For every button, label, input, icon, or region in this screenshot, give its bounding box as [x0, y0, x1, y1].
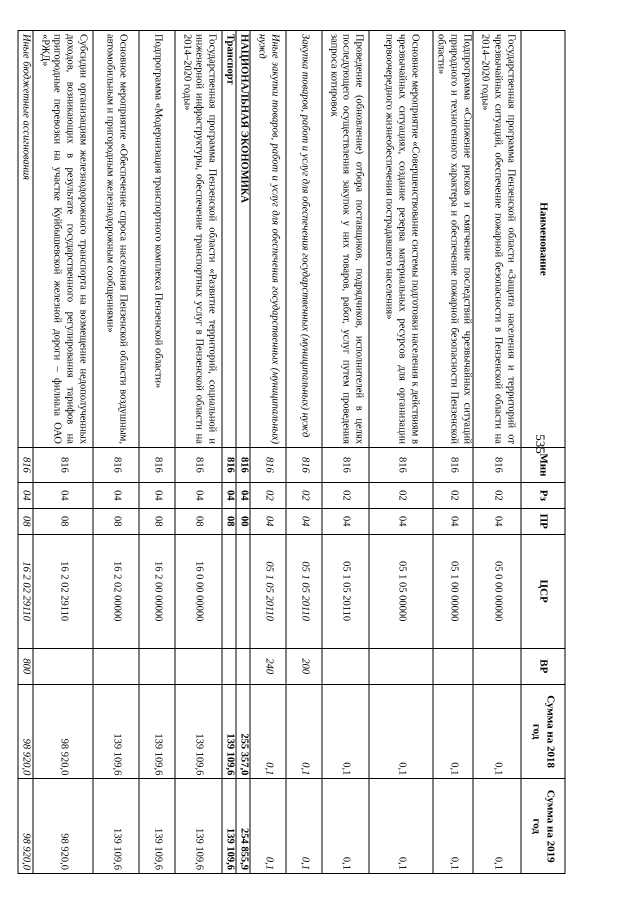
- cell-min: 816: [250, 447, 286, 482]
- cell-rz: 02: [250, 482, 286, 508]
- table-row: [33, 31, 93, 874]
- cell-min: 816: [175, 447, 222, 482]
- cell-min: 816: [473, 447, 521, 482]
- cell-sum-2019: 98 920,0: [33, 779, 93, 874]
- cell-vr: 200: [286, 648, 322, 684]
- col-header-sum-2019: Сумма на 2019 год: [521, 779, 565, 874]
- cell-sum-2018: 98 920,0: [18, 684, 33, 779]
- cell-pr: 08: [18, 508, 33, 534]
- cell-sum-2018: 139 109,6: [139, 684, 175, 779]
- budget-table: [18, 30, 566, 874]
- table-row: [322, 31, 369, 874]
- cell-sum-2018: 139 109,6: [175, 684, 222, 779]
- cell-sum-2019: 139 109,6: [222, 779, 236, 874]
- cell-min: 816: [286, 447, 322, 482]
- cell-sum-2019: 0,1: [433, 779, 473, 874]
- col-header-sum-2018: Сумма на 2018 год: [521, 684, 565, 779]
- cell-name: Основное мероприятие «Обеспечение спроса населения Пензенской области воздушным, автомобильным и пригородным железнодорожным сообщениями»: [93, 31, 139, 448]
- cell-pr: 04: [322, 508, 369, 534]
- cell-sum-2019: 0,1: [286, 779, 322, 874]
- cell-rz: 04: [222, 482, 236, 508]
- cell-name: Государственная программа Пензенской области «Развитие территорий, социальной и инженерной инфраструктуры, обеспечение транспортных услуг в Пензенской области на 2014–2020 годы»: [175, 31, 222, 448]
- col-header-vr: ВР: [521, 648, 565, 684]
- cell-sum-2019: 0,1: [322, 779, 369, 874]
- cell-vr: 240: [250, 648, 286, 684]
- cell-vr: [236, 648, 250, 684]
- cell-min: 816: [139, 447, 175, 482]
- cell-csr: 05 1 05 00000: [369, 534, 433, 648]
- col-header-min: Мин: [521, 447, 565, 482]
- cell-rz: 02: [473, 482, 521, 508]
- cell-name: Субсидии организациям железнодорожного транспорта на возмещение недополученных доходов, возникающих в результате государственного регулирования тарифов на пригородные перевозки на участке Куйбышевской железной дороги – филиала ОАО «РЖД»: [33, 31, 93, 448]
- cell-pr: 04: [250, 508, 286, 534]
- table-row: [222, 31, 236, 874]
- cell-rz: 02: [433, 482, 473, 508]
- cell-csr: [222, 534, 236, 648]
- cell-vr: [175, 648, 222, 684]
- cell-pr: 04: [286, 508, 322, 534]
- cell-sum-2019: 0,1: [250, 779, 286, 874]
- cell-name: Подпрограмма «Модернизация транспортного комплекса Пензенской области»: [139, 31, 175, 448]
- cell-csr: 16 2 02 29110: [33, 534, 93, 648]
- cell-sum-2018: 139 109,6: [222, 684, 236, 779]
- cell-rz: 04: [139, 482, 175, 508]
- cell-csr: 05 1 05 20110: [250, 534, 286, 648]
- cell-vr: [473, 648, 521, 684]
- table-row: [250, 31, 286, 874]
- cell-vr: [322, 648, 369, 684]
- cell-csr: 05 1 05 20110: [322, 534, 369, 648]
- table-row: [236, 31, 250, 874]
- col-header-rz: Рз: [521, 482, 565, 508]
- col-header-name: Наименование: [521, 31, 565, 448]
- budget-table-container: [20, 30, 566, 874]
- cell-min: 816: [18, 447, 33, 482]
- cell-pr: 04: [473, 508, 521, 534]
- table-row: [175, 31, 222, 874]
- cell-name: Государственная программа Пензенской области «Защита населения и территорий от чрезвычайных ситуаций, обеспечение пожарной безопасности в Пензенской области на 2014–2020 годы»: [473, 31, 521, 448]
- cell-csr: 16 2 00 00000: [139, 534, 175, 648]
- table-body: [18, 31, 521, 874]
- cell-min: 816: [433, 447, 473, 482]
- cell-vr: [433, 648, 473, 684]
- cell-vr: [369, 648, 433, 684]
- table-row: [473, 31, 521, 874]
- cell-sum-2019: 139 109,6: [139, 779, 175, 874]
- cell-vr: [222, 648, 236, 684]
- page-number: 535: [533, 434, 548, 454]
- cell-sum-2018: 0,1: [433, 684, 473, 779]
- cell-sum-2018: 0,1: [286, 684, 322, 779]
- cell-vr: [33, 648, 93, 684]
- cell-pr: 08: [33, 508, 93, 534]
- cell-min: 816: [236, 447, 250, 482]
- cell-min: 816: [322, 447, 369, 482]
- cell-csr: 16 2 02 29110: [18, 534, 33, 648]
- cell-vr: 800: [18, 648, 33, 684]
- cell-pr: 04: [433, 508, 473, 534]
- cell-name: НАЦИОНАЛЬНАЯ ЭКОНОМИКА: [236, 31, 250, 448]
- cell-pr: 04: [369, 508, 433, 534]
- cell-rz: 02: [369, 482, 433, 508]
- cell-name: Транспорт: [222, 31, 236, 448]
- cell-sum-2018: 139 109,6: [93, 684, 139, 779]
- col-header-pr: ПР: [521, 508, 565, 534]
- cell-name: Проведение (обновление) отбора поставщиков, подрядчиков, исполнителей в целях последующего осуществления закупок у них товаров, работ, услуг путем проведения запроса котировок: [322, 31, 369, 448]
- cell-name: Закупка товаров, работ и услуг для обеспечения государственных (муниципальных) нужд: [286, 31, 322, 448]
- cell-rz: 04: [175, 482, 222, 508]
- cell-rz: 04: [18, 482, 33, 508]
- cell-min: 816: [33, 447, 93, 482]
- cell-sum-2019: 139 109,6: [175, 779, 222, 874]
- cell-rz: 02: [286, 482, 322, 508]
- cell-rz: 04: [33, 482, 93, 508]
- cell-min: 816: [369, 447, 433, 482]
- cell-name: Основное мероприятие «Совершенствование системы подготовки населения к действиям в чрезвычайных ситуациях, создание резерва материальных ресурсов для организации первоочередного жизнеобеспечения пострадавшего населения»: [369, 31, 433, 448]
- cell-min: 816: [222, 447, 236, 482]
- cell-name: Иные закупки товаров, работ и услуг для обеспечения государственных (муниципальных) нужд: [250, 31, 286, 448]
- cell-sum-2018: 0,1: [250, 684, 286, 779]
- cell-sum-2019: 98 920,0: [18, 779, 33, 874]
- cell-pr: 08: [222, 508, 236, 534]
- cell-rz: 04: [236, 482, 250, 508]
- table-row: [18, 31, 33, 874]
- cell-sum-2018: 0,1: [473, 684, 521, 779]
- cell-csr: 05 1 05 20110: [286, 534, 322, 648]
- cell-sum-2018: 255 357,0: [236, 684, 250, 779]
- table-row: [139, 31, 175, 874]
- table-row: [286, 31, 322, 874]
- cell-vr: [93, 648, 139, 684]
- cell-csr: [236, 534, 250, 648]
- cell-sum-2018: 0,1: [369, 684, 433, 779]
- col-header-csr: ЦСР: [521, 534, 565, 648]
- cell-sum-2019: 0,1: [369, 779, 433, 874]
- cell-csr: 05 1 00 00000: [433, 534, 473, 648]
- cell-sum-2018: 98 920,0: [33, 684, 93, 779]
- cell-sum-2019: 139 109,6: [93, 779, 139, 874]
- cell-rz: 04: [93, 482, 139, 508]
- cell-pr: 08: [93, 508, 139, 534]
- cell-rz: 02: [322, 482, 369, 508]
- cell-pr: 08: [175, 508, 222, 534]
- cell-pr: 08: [139, 508, 175, 534]
- cell-min: 816: [93, 447, 139, 482]
- cell-csr: 16 2 02 00000: [93, 534, 139, 648]
- table-row: [433, 31, 473, 874]
- cell-csr: 16 0 00 00000: [175, 534, 222, 648]
- cell-sum-2019: 254 855,9: [236, 779, 250, 874]
- cell-csr: 05 0 00 00000: [473, 534, 521, 648]
- cell-name: Иные бюджетные ассигнования: [18, 31, 33, 448]
- table-header-row: [521, 31, 565, 874]
- cell-sum-2019: 0,1: [473, 779, 521, 874]
- cell-sum-2018: 0,1: [322, 684, 369, 779]
- table-row: [93, 31, 139, 874]
- cell-pr: 00: [236, 508, 250, 534]
- cell-name: Подпрограмма «Снижение рисков и смягчение последствий чрезвычайных ситуаций природного и техногенного характера и обеспечение пожарной безопасности Пензенской области»: [433, 31, 473, 448]
- table-row: [369, 31, 433, 874]
- cell-vr: [139, 648, 175, 684]
